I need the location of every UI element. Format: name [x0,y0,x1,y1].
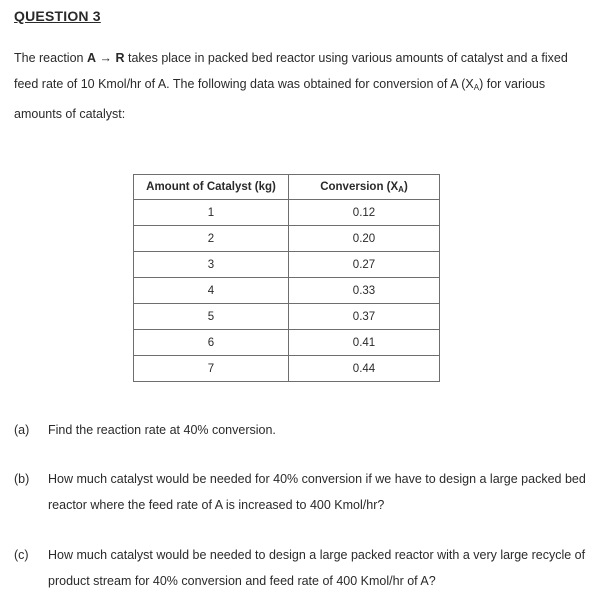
intro-part2: takes place in packed bed reactor using various amounts of catalyst and a fixed feed rate of 10 Kmol/hr of A. The following data was obtained for conversion of A (X [14,51,568,91]
catalyst-cell: 3 [134,252,289,278]
catalyst-cell: 5 [134,304,289,330]
reaction-arrow-icon: → [99,51,112,65]
data-table [133,174,440,382]
conversion-cell: 0.20 [289,226,440,252]
catalyst-cell: 4 [134,278,289,304]
catalyst-cell: 2 [134,226,289,252]
conversion-cell: 0.33 [289,278,440,304]
header-conversion [289,175,440,200]
question-heading: QUESTION 3 [14,8,101,24]
conversion-cell: 0.27 [289,252,440,278]
question-b-label: (b) [14,472,30,486]
table-row [134,252,440,278]
question-c-text: How much catalyst would be needed to design a large packed reactor with a very large recycle of product stream for 40% conversion and feed rate of 400 Kmol/hr of A? [48,548,586,588]
conversion-cell: 0.12 [289,200,440,226]
table-row [134,226,440,252]
question-a-text: Find the reaction rate at 40% conversion. [48,423,276,437]
header-catalyst: Amount of Catalyst (kg) [134,175,289,200]
problem-statement [14,45,594,127]
table-header-row [134,175,440,200]
table-row [134,278,440,304]
reactant-label: A [86,51,96,65]
header-conversion-text: Conversion (X [320,180,399,193]
intro-part1: The reaction [14,51,87,65]
product-label: R [115,51,125,65]
header-conversion-subscript: A [398,184,404,194]
table-row [134,304,440,330]
question-c-label: (c) [14,548,29,562]
question-b-text: How much catalyst would be needed for 40% conversion if we have to design a large packed bed reactor where the feed rate of A is increased to 400 Kmol/hr? [48,472,586,512]
intro-subscript: A [473,83,480,92]
catalyst-cell: 1 [134,200,289,226]
table-row [134,330,440,356]
header-conversion-close: ) [403,180,408,193]
conversion-cell: 0.44 [289,356,440,382]
intro-part3: ) for various amounts of catalyst: [14,77,546,121]
conversion-cell: 0.41 [289,330,440,356]
table-row [134,356,440,382]
table-row [134,200,440,226]
catalyst-cell: 7 [134,356,289,382]
catalyst-cell: 6 [134,330,289,356]
question-a-label: (a) [14,423,30,437]
conversion-cell: 0.37 [289,304,440,330]
